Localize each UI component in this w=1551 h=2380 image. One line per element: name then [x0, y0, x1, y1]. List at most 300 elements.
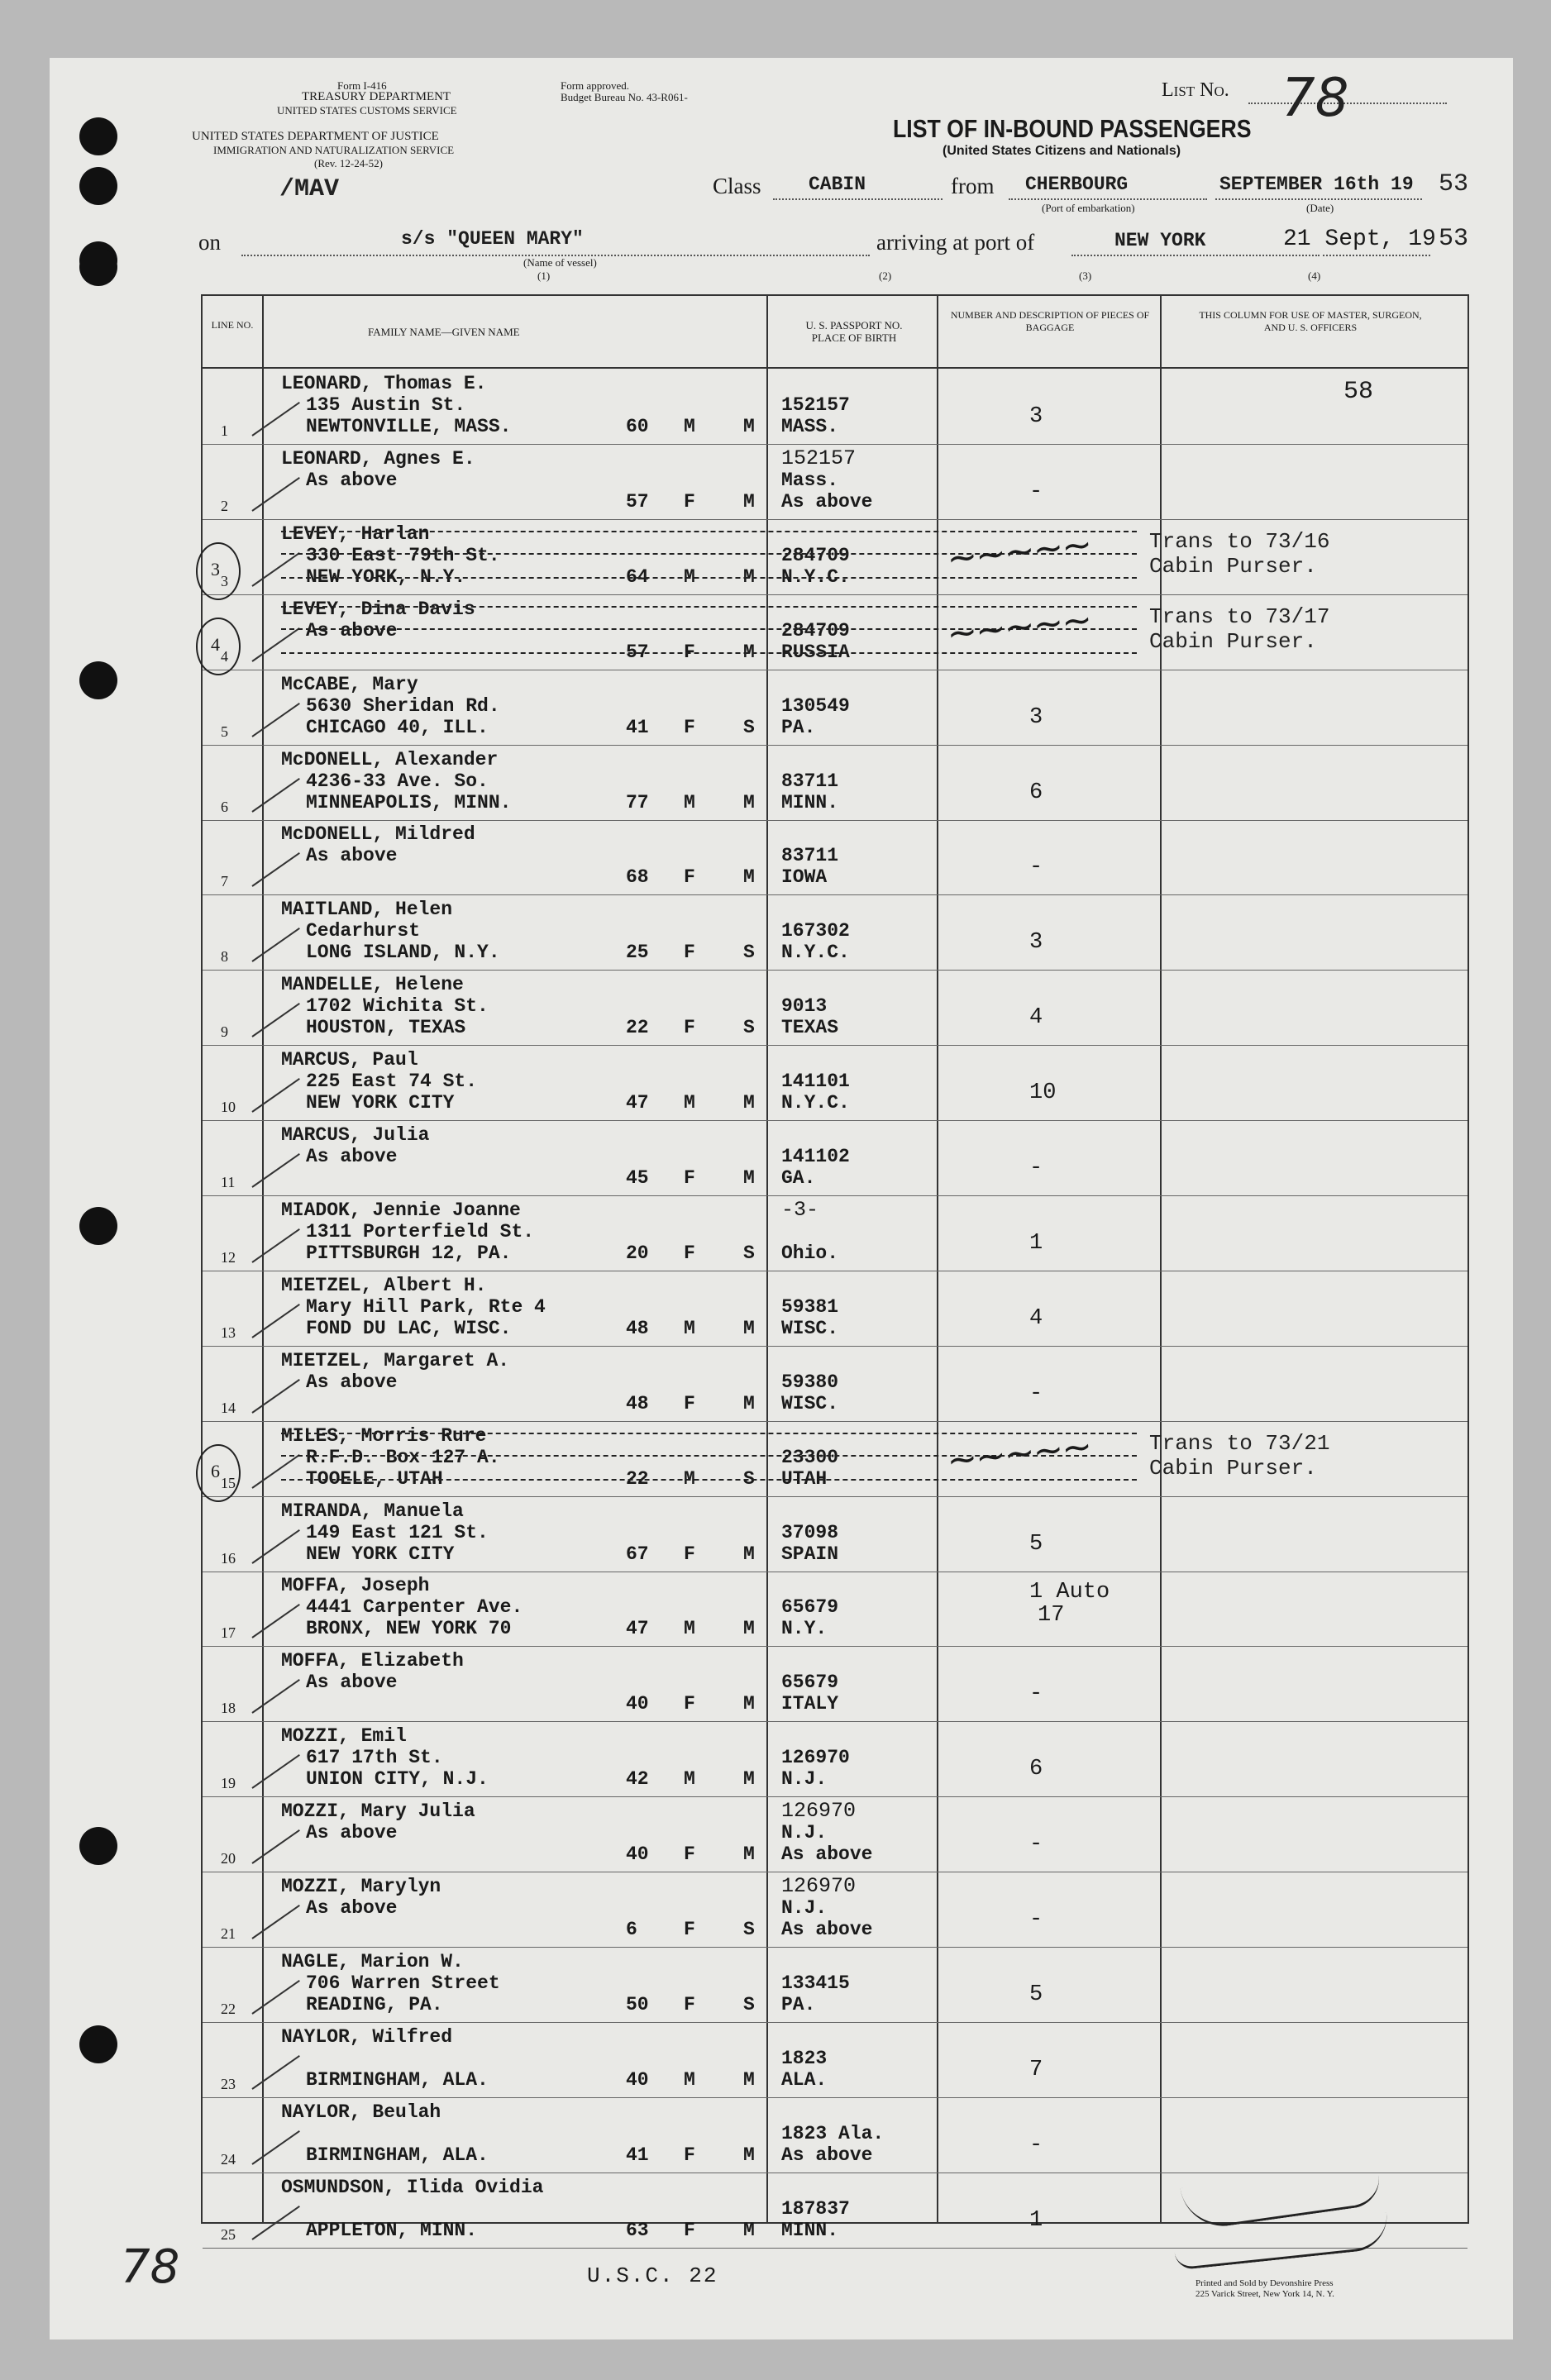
- baggage-count: 3: [1029, 930, 1043, 956]
- age: 40: [626, 2068, 649, 2091]
- address-line-1: 149 East 121 St.: [306, 1521, 489, 1543]
- address-line-1: 617 17th St.: [306, 1747, 443, 1769]
- sex: F: [684, 1919, 695, 1940]
- from-line: [1009, 198, 1207, 200]
- baggage-count: 3: [1029, 404, 1043, 429]
- column-number-1: (1): [537, 269, 551, 282]
- sex: M: [684, 1618, 695, 1640]
- passenger-name: McCABE, Mary: [281, 673, 418, 695]
- table-row: [203, 369, 1467, 445]
- port-caption: (Port of embarkation): [1042, 202, 1135, 214]
- form-approved: Form approved.: [561, 79, 630, 92]
- place-of-birth: MASS.: [781, 416, 839, 437]
- check-mark: [251, 703, 299, 737]
- passenger-name: MARCUS, Paul: [281, 1049, 418, 1071]
- sex: F: [684, 1242, 695, 1264]
- vessel-name: s/s "QUEEN MARY": [401, 228, 584, 250]
- passport-number: N.J.: [781, 1897, 828, 1919]
- passport-line-1: 152157: [781, 446, 857, 470]
- purser-note: Cabin Purser.: [1149, 1455, 1317, 1481]
- passport-number: 167302: [781, 920, 850, 942]
- passenger-name: MOFFA, Elizabeth: [281, 1650, 464, 1672]
- column-number-3: (3): [1079, 269, 1092, 282]
- table-row: [203, 1120, 1467, 1196]
- line-number: 11: [221, 1174, 236, 1190]
- baggage-count: 4: [1029, 1305, 1043, 1331]
- age: 41: [626, 716, 649, 738]
- check-mark: [251, 778, 299, 813]
- table-row: [203, 1721, 1467, 1797]
- address-line-2: BIRMINGHAM, ALA.: [306, 2144, 489, 2166]
- check-mark: [251, 1529, 299, 1564]
- marital-status: S: [743, 1993, 755, 2015]
- check-mark: [251, 552, 299, 587]
- address-line-1: As above: [306, 619, 398, 642]
- circled-number: 6: [196, 1444, 241, 1502]
- address-line-2: READING, PA.: [306, 1993, 443, 2015]
- header-line-no: LINE NO.: [211, 319, 254, 331]
- sex: M: [684, 1768, 695, 1791]
- address-line-2: BRONX, NEW YORK 70: [306, 1618, 512, 1640]
- table-row: [203, 1421, 1467, 1497]
- table-row: [203, 1796, 1467, 1872]
- address-line-1: 4236-33 Ave. So.: [306, 770, 489, 792]
- table-row: [203, 670, 1467, 746]
- marital-status: S: [743, 1467, 755, 1490]
- baggage-count: 3: [1029, 704, 1043, 730]
- baggage-count: -: [1029, 479, 1043, 504]
- binder-hole: [79, 1207, 117, 1245]
- address-line-1: 135 Austin St.: [306, 394, 466, 416]
- line-number: 21: [221, 1925, 236, 1942]
- table-row: [203, 1271, 1467, 1347]
- passport-number: 133415: [781, 1972, 850, 1994]
- marital-status: M: [743, 1317, 755, 1339]
- check-mark: [251, 402, 299, 436]
- check-mark: [251, 1980, 299, 2015]
- marital-status: S: [743, 1017, 755, 1039]
- line-number: 12: [221, 1248, 236, 1266]
- class-line: [773, 198, 943, 200]
- check-mark: [251, 2130, 299, 2165]
- line-number: 19: [221, 1775, 236, 1792]
- line-number: 18: [221, 1700, 236, 1717]
- check-mark: [251, 852, 299, 887]
- place-of-birth: N.Y.C.: [781, 1092, 850, 1114]
- age: 22: [626, 1467, 649, 1490]
- table-row: [203, 970, 1467, 1046]
- vessel-caption: (Name of vessel): [523, 256, 597, 269]
- marital-status: M: [743, 1618, 755, 1640]
- marital-status: M: [743, 1092, 755, 1114]
- table-row: [203, 1496, 1467, 1572]
- sex: M: [684, 565, 695, 588]
- table-row: [203, 2022, 1467, 2098]
- sex: F: [684, 1543, 695, 1565]
- check-mark: [251, 1304, 299, 1338]
- sex: F: [684, 1017, 695, 1039]
- revision-date: (Rev. 12-24-52): [314, 157, 383, 169]
- age: 57: [626, 641, 649, 663]
- address-line-2: NEW YORK CITY: [306, 1543, 455, 1565]
- address-line-1: As above: [306, 1672, 398, 1694]
- line-number: 23: [221, 2075, 236, 2092]
- table-row: [203, 1872, 1467, 1948]
- arrival-date: 21 Sept, 19: [1283, 227, 1436, 252]
- address-line-2: PITTSBURGH 12, PA.: [306, 1242, 512, 1264]
- list-number: 78: [1281, 68, 1349, 129]
- marital-status: S: [743, 1242, 755, 1264]
- passenger-name: MOZZI, Mary Julia: [281, 1801, 475, 1823]
- marital-status: S: [743, 942, 755, 964]
- check-mark: [251, 1679, 299, 1714]
- printer-line-1: Printed and Sold by Devonshire Press: [1195, 2278, 1334, 2288]
- marital-status: M: [743, 791, 755, 813]
- place-of-birth: N.Y.C.: [781, 942, 850, 964]
- check-mark: [251, 2206, 299, 2240]
- place-of-birth: As above: [781, 1843, 873, 1866]
- date-year: 53: [1439, 170, 1469, 198]
- sex: M: [684, 416, 695, 437]
- address-line-2: APPLETON, MINN.: [306, 2219, 478, 2241]
- line-number: 20: [221, 1850, 236, 1867]
- passport-number: 284709: [781, 619, 850, 642]
- passport-line-1: 126970: [781, 1874, 857, 1898]
- passport-number: 284709: [781, 544, 850, 566]
- passenger-table: [201, 294, 1469, 2243]
- place-of-birth: MINN.: [781, 2219, 839, 2241]
- ins-service: IMMIGRATION AND NATURALIZATION SERVICE: [213, 144, 455, 156]
- check-mark: [251, 1604, 299, 1638]
- header-passport: U. S. PASSPORT NO. PLACE OF BIRTH: [805, 319, 903, 344]
- age: 22: [626, 1017, 649, 1039]
- place-of-birth: ITALY: [781, 1693, 839, 1715]
- address-line-2: CHICAGO 40, ILL.: [306, 716, 489, 738]
- place-of-birth: WISC.: [781, 1317, 839, 1339]
- date-caption: (Date): [1306, 202, 1334, 214]
- sex: F: [684, 641, 695, 663]
- baggage-count: 1 Auto: [1029, 1580, 1110, 1605]
- transfer-note: Trans to 73/16: [1149, 528, 1330, 554]
- age: 47: [626, 1618, 649, 1640]
- sex: F: [684, 1392, 695, 1414]
- sex: F: [684, 2144, 695, 2166]
- address-line-1: 1311 Porterfield St.: [306, 1220, 535, 1242]
- header-name: FAMILY NAME—GIVEN NAME: [368, 326, 520, 338]
- place-of-birth: As above: [781, 490, 873, 513]
- date-line: [1215, 198, 1422, 200]
- sex: F: [684, 1843, 695, 1866]
- age: 48: [626, 1317, 649, 1339]
- purser-signature: ~~~~~: [944, 598, 1093, 656]
- age: 25: [626, 942, 649, 964]
- address-line-1: Mary Hill Park, Rte 4: [306, 1295, 546, 1318]
- check-mark: [251, 1905, 299, 1939]
- check-mark: [251, 1829, 299, 1864]
- sex: F: [684, 866, 695, 889]
- page-title: LIST OF IN-BOUND PASSENGERS: [893, 114, 1252, 143]
- sex: F: [684, 2219, 695, 2241]
- from-label: from: [951, 174, 995, 198]
- address-line-1: As above: [306, 1146, 398, 1167]
- arriving-label: arriving at port of: [876, 230, 1035, 255]
- page-subtitle: (United States Citizens and Nationals): [943, 144, 1181, 158]
- sex: F: [684, 1693, 695, 1715]
- passenger-name: MAITLAND, Helen: [281, 899, 453, 921]
- line-number: 8: [221, 948, 228, 966]
- customs-service: UNITED STATES CUSTOMS SERVICE: [277, 104, 457, 117]
- line-number: 14: [221, 1399, 236, 1416]
- address-line-1: As above: [306, 469, 398, 491]
- margin-number: 78: [121, 2240, 180, 2294]
- marital-status: S: [743, 1919, 755, 1940]
- check-mark: [251, 2055, 299, 2090]
- line-number: 9: [221, 1023, 228, 1041]
- age: 67: [626, 1543, 649, 1565]
- class-label: Class: [713, 174, 761, 198]
- table-row: [203, 594, 1467, 670]
- marital-status: M: [743, 866, 755, 889]
- marital-status: M: [743, 565, 755, 588]
- address-line-1: R.F.D. Box 127 A.: [306, 1446, 500, 1468]
- marital-status: M: [743, 416, 755, 437]
- address-line-1: Cedarhurst: [306, 920, 421, 942]
- on-label: on: [198, 230, 221, 255]
- circled-number: 3: [196, 542, 241, 600]
- address-line-1: As above: [306, 845, 398, 867]
- justice-department: UNITED STATES DEPARTMENT OF JUSTICE: [192, 130, 439, 143]
- baggage-count: 1: [1029, 2207, 1043, 2233]
- arrival-date-line: [1323, 255, 1430, 256]
- baggage-count: -: [1029, 1156, 1043, 1180]
- baggage-count: 6: [1029, 780, 1043, 805]
- line-number: 5: [221, 723, 228, 740]
- table-row: [203, 2097, 1467, 2173]
- baggage-count: 5: [1029, 1982, 1043, 2007]
- check-mark: [251, 1754, 299, 1789]
- budget-bureau: Budget Bureau No. 43-R061-: [561, 91, 688, 103]
- passenger-name: MILES, Morris Rure: [281, 1424, 487, 1447]
- baggage-count: 7: [1029, 2057, 1043, 2082]
- passport-number: 187837: [781, 2197, 850, 2220]
- line-number: 17: [221, 1624, 236, 1642]
- marital-status: M: [743, 2068, 755, 2091]
- age: 57: [626, 490, 649, 513]
- usc-stamp: U.S.C. 22: [587, 2263, 718, 2288]
- passport-line-1: 126970: [781, 1799, 857, 1824]
- sex: F: [684, 490, 695, 513]
- transfer-note: Trans to 73/17: [1149, 603, 1330, 629]
- line-number: 3: [221, 572, 228, 589]
- header-officers: THIS COLUMN FOR USE OF MASTER, SURGEON, AND U. S. OFFICERS: [1199, 309, 1422, 333]
- table-row: [203, 444, 1467, 520]
- age: 41: [626, 2144, 649, 2166]
- circled-number: 4: [196, 618, 241, 675]
- place-of-birth: TEXAS: [781, 1017, 839, 1039]
- line-number: 2: [221, 497, 228, 514]
- passport-number: 83711: [781, 770, 839, 792]
- binder-hole: [79, 117, 117, 155]
- baggage-count-2: 17: [1038, 1603, 1065, 1629]
- passenger-name: MOZZI, Emil: [281, 1725, 407, 1748]
- marital-status: M: [743, 1167, 755, 1189]
- form-number: Form I-416: [337, 79, 387, 92]
- passport-number: 65679: [781, 1672, 839, 1694]
- age: 77: [626, 791, 649, 813]
- age: 60: [626, 416, 649, 437]
- place-of-birth: As above: [781, 1919, 873, 1940]
- baggage-count: 1: [1029, 1230, 1043, 1256]
- passport-number: 1823: [781, 2047, 828, 2069]
- address-line-1: 330 East 79th St.: [306, 544, 500, 566]
- passenger-name: LEVEY, Harlan: [281, 522, 430, 545]
- check-mark: [251, 1003, 299, 1037]
- passenger-name: MANDELLE, Helene: [281, 974, 464, 996]
- marital-status: M: [743, 1768, 755, 1791]
- address-line-2: BIRMINGHAM, ALA.: [306, 2068, 489, 2091]
- passenger-name: OSMUNDSON, Ilida Ovidia: [281, 2176, 544, 2198]
- binder-hole: [79, 661, 117, 699]
- passenger-name: MIADOK, Jennie Joanne: [281, 1199, 521, 1221]
- address-line-1: 1702 Wichita St.: [306, 995, 489, 1018]
- marital-status: M: [743, 1392, 755, 1414]
- passenger-name: McDONELL, Mildred: [281, 823, 475, 846]
- sex: M: [684, 1317, 695, 1339]
- address-line-2: MINNEAPOLIS, MINN.: [306, 791, 512, 813]
- baggage-count: -: [1029, 1381, 1043, 1406]
- arrival-port: NEW YORK: [1114, 230, 1206, 251]
- check-mark: [251, 928, 299, 962]
- passenger-name: MIRANDA, Manuela: [281, 1500, 464, 1522]
- baggage-count: -: [1029, 1907, 1043, 1932]
- passport-number: Mass.: [781, 469, 839, 491]
- arrival-year: 53: [1439, 225, 1469, 253]
- baggage-count: -: [1029, 1681, 1043, 1707]
- table-row: [203, 1195, 1467, 1271]
- list-no-label: List No.: [1162, 79, 1229, 101]
- baggage-count: -: [1029, 1832, 1043, 1858]
- passport-number: 59380: [781, 1371, 839, 1393]
- transfer-note: Trans to 73/21: [1149, 1430, 1330, 1456]
- place-of-birth: GA.: [781, 1167, 816, 1189]
- passenger-name: NAGLE, Marion W.: [281, 1950, 464, 1972]
- column-number-2: (2): [879, 269, 892, 282]
- line-number: 15: [221, 1474, 236, 1491]
- port-line: [1071, 255, 1320, 256]
- passport-number: 65679: [781, 1596, 839, 1619]
- marital-status: S: [743, 716, 755, 738]
- passenger-name: LEONARD, Thomas E.: [281, 373, 487, 394]
- baggage-count: -: [1029, 2132, 1043, 2158]
- date-value: SEPTEMBER 16th 19: [1219, 174, 1414, 195]
- address-line-2: UNION CITY, N.J.: [306, 1768, 489, 1791]
- age: 42: [626, 1768, 649, 1791]
- place-of-birth: N.Y.C.: [781, 565, 850, 588]
- check-mark: [251, 477, 299, 512]
- binder-hole: [79, 2025, 117, 2063]
- age: 40: [626, 1693, 649, 1715]
- marital-status: M: [743, 641, 755, 663]
- age: 64: [626, 565, 649, 588]
- check-mark: [251, 627, 299, 662]
- baggage-count: -: [1029, 855, 1043, 880]
- passport-number: 130549: [781, 694, 850, 717]
- marital-status: M: [743, 1693, 755, 1715]
- purser-note: Cabin Purser.: [1149, 628, 1317, 654]
- place-of-birth: As above: [781, 2144, 873, 2166]
- column-number-4: (4): [1308, 269, 1321, 282]
- sex: F: [684, 942, 695, 964]
- passport-number: 126970: [781, 1747, 850, 1769]
- age: 6: [626, 1919, 637, 1940]
- binder-hole: [79, 248, 117, 286]
- passenger-name: MARCUS, Julia: [281, 1124, 430, 1146]
- marital-status: M: [743, 1543, 755, 1565]
- age: 20: [626, 1242, 649, 1264]
- check-mark: [251, 1228, 299, 1263]
- passenger-name: McDONELL, Alexander: [281, 748, 499, 770]
- purser-note: Cabin Purser.: [1149, 553, 1317, 579]
- binder-hole: [79, 167, 117, 205]
- line-number: 25: [221, 2225, 236, 2243]
- marital-status: M: [743, 490, 755, 513]
- passport-number: 141102: [781, 1146, 850, 1167]
- address-line-2: FOND DU LAC, WISC.: [306, 1317, 512, 1339]
- check-mark: [251, 1078, 299, 1113]
- passport-line-1: -3-: [781, 1197, 819, 1222]
- sex: M: [684, 1092, 695, 1114]
- passenger-name: MOZZI, Marylyn: [281, 1876, 441, 1897]
- purser-signature: ~~~~~: [944, 522, 1093, 580]
- baggage-count: 4: [1029, 1005, 1043, 1031]
- passenger-name: LEVEY, Dina Davis: [281, 598, 475, 620]
- passport-number: 23300: [781, 1446, 839, 1468]
- table-row: [203, 1045, 1467, 1121]
- table-row: [203, 894, 1467, 971]
- age: 50: [626, 1993, 649, 2015]
- age: 63: [626, 2219, 649, 2241]
- check-mark: [251, 1379, 299, 1414]
- table-row: [203, 1947, 1467, 2023]
- sex: M: [684, 2068, 695, 2091]
- place-of-birth: IOWA: [781, 866, 828, 889]
- header-baggage: NUMBER AND DESCRIPTION OF PIECES OF BAGGAGE: [950, 309, 1150, 333]
- address-line-1: As above: [306, 1371, 398, 1393]
- passport-number: 83711: [781, 845, 839, 867]
- age: 48: [626, 1392, 649, 1414]
- initials: /MAV: [279, 175, 340, 203]
- table-row: [203, 1571, 1467, 1647]
- passenger-name: NAYLOR, Wilfred: [281, 2025, 453, 2048]
- line-number: 24: [221, 2150, 236, 2168]
- place-of-birth: UTAH: [781, 1467, 828, 1490]
- address-line-1: 5630 Sheridan Rd.: [306, 694, 500, 717]
- purser-signature: ~~~~~: [944, 1424, 1093, 1482]
- place-of-birth: PA.: [781, 716, 816, 738]
- table-row: [203, 745, 1467, 821]
- sex: F: [684, 1993, 695, 2015]
- place-of-birth: N.Y.: [781, 1618, 828, 1640]
- passport-number: 1823 Ala.: [781, 2122, 885, 2144]
- officer-note: 58: [1343, 378, 1374, 406]
- place-of-birth: WISC.: [781, 1392, 839, 1414]
- sex: M: [684, 791, 695, 813]
- place-of-birth: N.J.: [781, 1768, 828, 1791]
- age: 45: [626, 1167, 649, 1189]
- age: 47: [626, 1092, 649, 1114]
- passport-number: 141101: [781, 1071, 850, 1093]
- passport-number: 59381: [781, 1295, 839, 1318]
